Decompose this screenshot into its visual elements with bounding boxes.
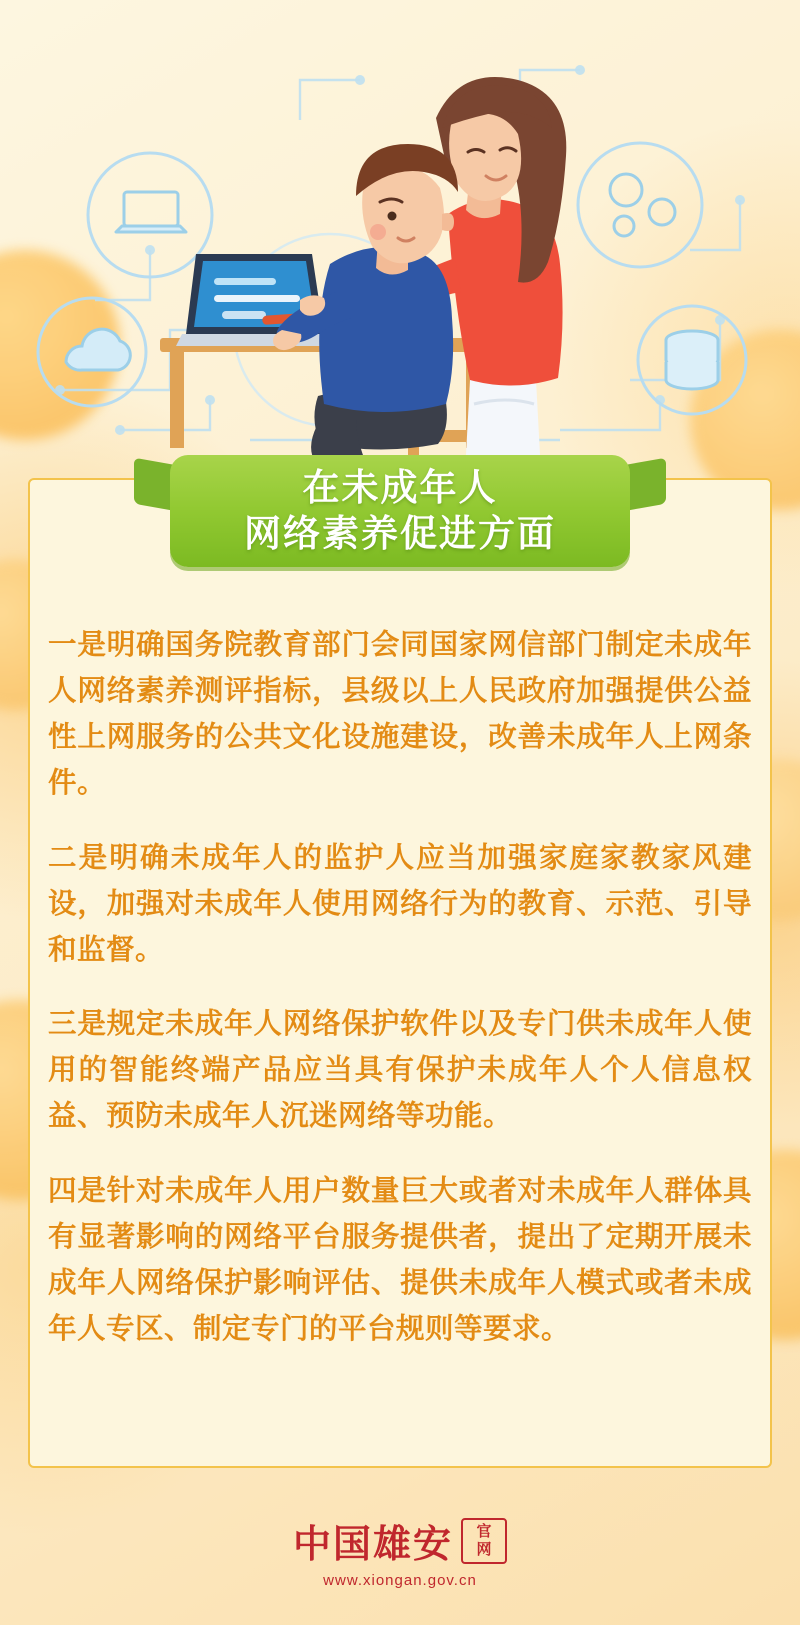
paragraph-3: 三是规定未成年人网络保护软件以及专门供未成年人使用的智能终端产品应当具有保护未成年人个人信息权益、预防未成年人沉迷网络等功能。 <box>48 1008 752 1133</box>
official-seal-icon <box>461 1518 507 1564</box>
paragraph-2: 二是明确未成年人的监护人应当加强家庭家教家风建设，加强对未成年人使用网络行为的教育、示范、引导和监督。 <box>48 841 752 966</box>
seal-line-2: 网 <box>476 1541 492 1558</box>
page-title-line-2: 网络素养促进方面 <box>244 513 556 554</box>
seal-line-1: 官 <box>476 1523 492 1540</box>
content-body <box>48 622 752 1450</box>
laptop-icon <box>116 192 186 232</box>
footer <box>0 1513 800 1589</box>
database-icon <box>666 331 718 389</box>
brand-logo <box>293 1513 507 1568</box>
paragraph-1: 一是明确国务院教育部门会同国家网信部门制定未成年人网络素养测评指标，县级以上人民政府加强提供公益性上网服务的公共文化设施建设，改善未成年人上网条件。 <box>48 629 752 800</box>
brand-name: 中国雄安 <box>292 1524 453 1566</box>
cloud-icon <box>66 329 130 370</box>
title-ribbon <box>170 455 630 575</box>
website-url: www.xiongan.gov.cn <box>323 1572 477 1589</box>
gear-icon <box>610 174 675 236</box>
paragraph-4: 四是针对未成年人用户数量巨大或者对未成年人群体具有显著影响的网络平台服务提供者，提出了定期开展未成年人网络保护影响评估、提供未成年人模式或者未成年人专区、制定专门的平台规则等要求。 <box>48 1174 752 1346</box>
page-title-line-1: 在未成年人 <box>302 466 498 508</box>
hero-illustration <box>0 0 800 500</box>
content-card <box>28 478 772 1468</box>
title-banner <box>170 455 630 567</box>
child-figure <box>273 144 458 463</box>
